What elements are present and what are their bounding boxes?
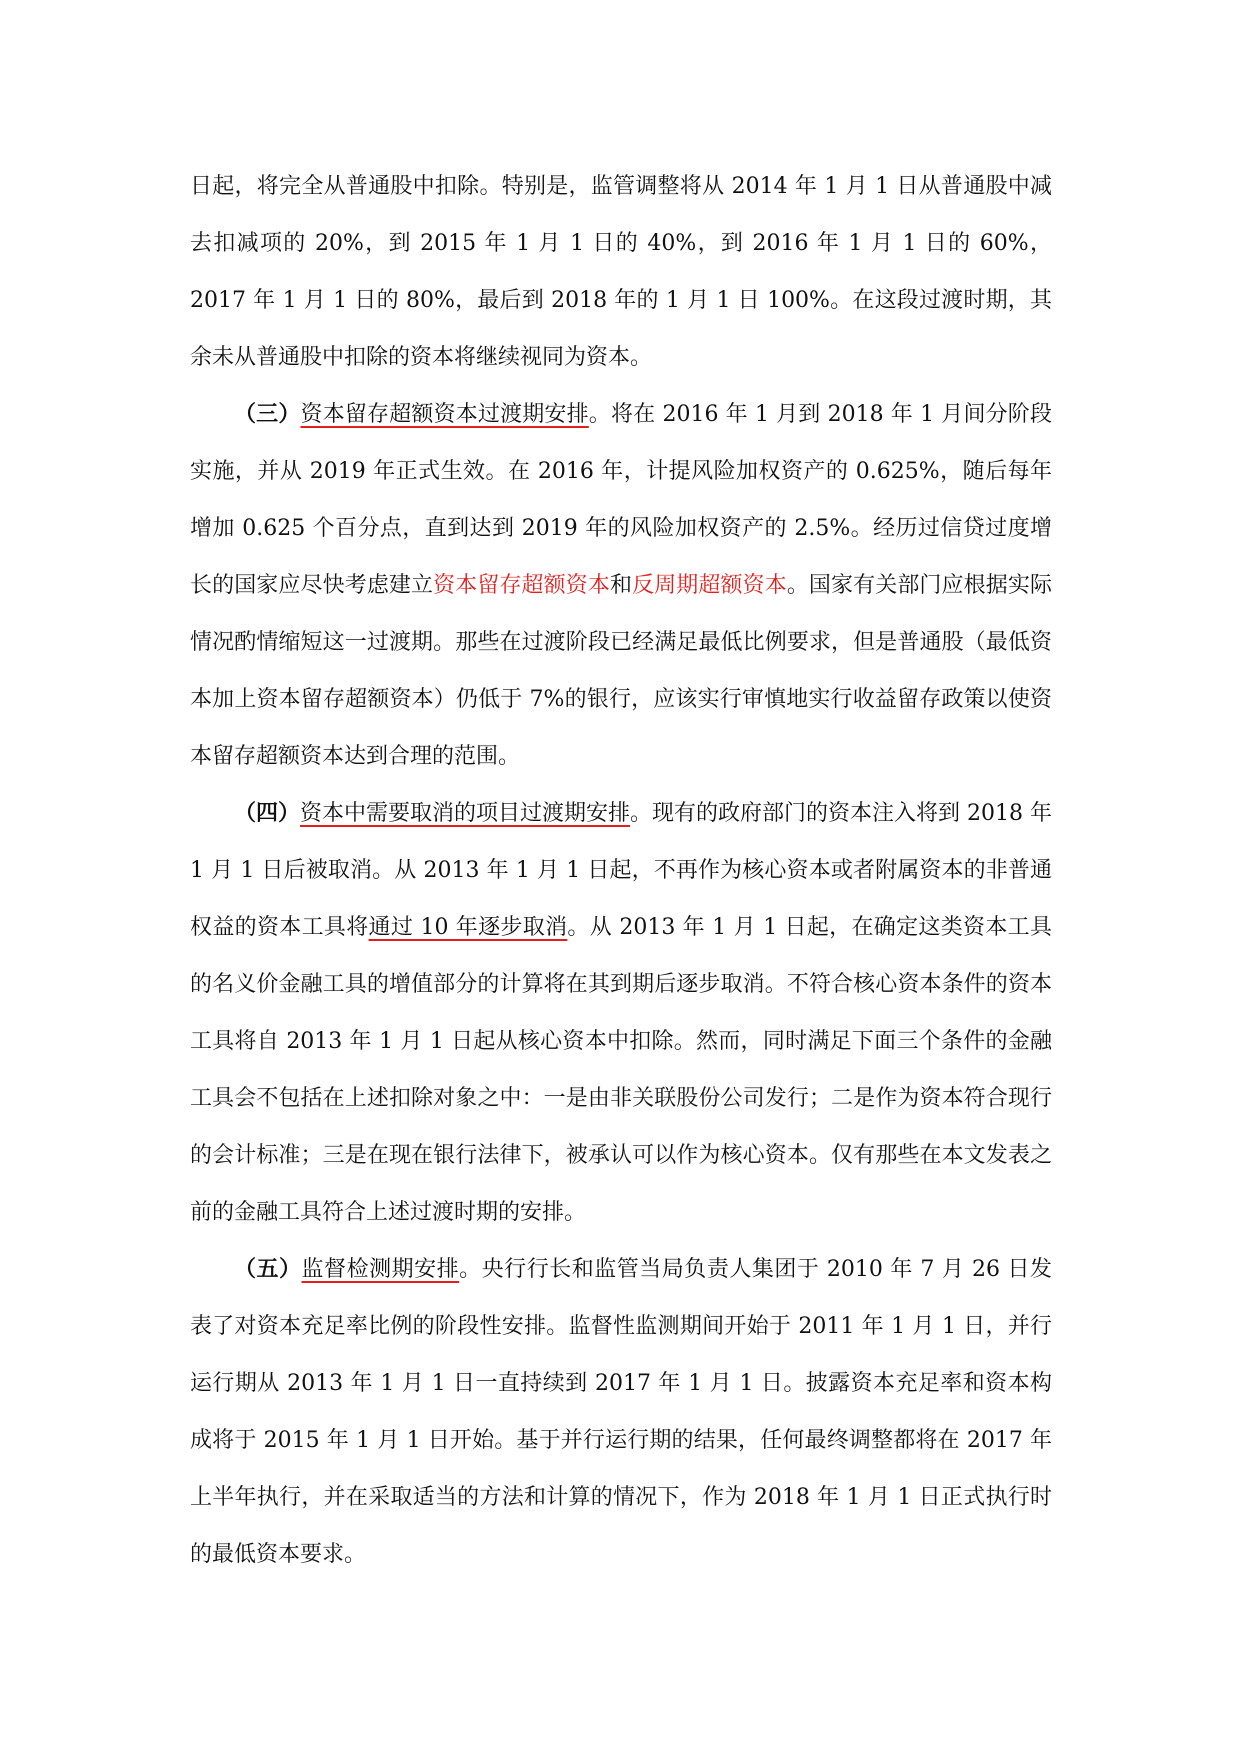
highlighted-term: 反周期超额资本 — [632, 573, 787, 598]
document-body — [190, 158, 1052, 1583]
section-label: （四） — [234, 800, 301, 826]
paragraph-text: 。国家有关部门应根据实际情况酌情缩短这一过渡期。那些在过渡阶段已经满足最低比例要求，但是普通股（最低资本加上资本留存超额资本）仍低于 7%的银行，应该实行审慎地实行收益留存政策以使资本留存超额资本达到合理的范围。 — [190, 573, 1052, 769]
underlined-phrase: 通过 10 年逐步取消 — [368, 915, 568, 940]
section-heading: 监督检测期安排 — [301, 1257, 460, 1282]
paragraph-supervisory-monitoring — [190, 1241, 1052, 1583]
section-label: （三） — [234, 401, 301, 427]
paragraph-text: 。将在 2016 年 1 月到 2018 年 1 月间分阶段实施，并从 2019 年正式生效。在 2016 年，计提风险加权资产的 0.625%，随后每年增加 0.625 个百分点，直到达到 2019 年的风险加权资产的 2.5%。经历过信贷过度增长的国家应尽快考虑建立 — [190, 402, 1052, 598]
paragraph-continuation — [190, 158, 1052, 386]
paragraph-phase-out-items — [190, 785, 1052, 1241]
paragraph-text: 。现有的政府部门的资本注入将到 2018 年 1 月 1 日后被取消。从 2013 年 1 月 1 日起，不再作为核心资本或者附属资本的非普通权益的资本工具将 — [190, 801, 1053, 940]
section-heading: 资本留存超额资本过渡期安排 — [300, 402, 589, 427]
paragraph-text: 。央行行长和监管当局负责人集团于 2010 年 7 月 26 日发表了对资本充足率比例的阶段性安排。监督性监测期间开始于 2011 年 1 月 1 日，并行运行期从 2013 年 1 月 1 日一直持续到 2017 年 1 月 1 日。披露资本充足率和资本构成将于 2015 年 1 月 1 日开始。基于并行运行期的结果，任何最终调整都将在 2017 年上半年执行，并在采取适当的方法和计算的情况下，作为 2018 年 1 月 1 日正式执行时的最低资本要求。 — [190, 1257, 1052, 1567]
section-heading: 资本中需要取消的项目过渡期安排 — [300, 801, 631, 826]
paragraph-text: 。从 2013 年 1 月 1 日起，在确定这类资本工具的名义价金融工具的增值部分的计算将在其到期后逐步取消。不符合核心资本条件的资本工具将自 2013 年 1 月 1 日起从核心资本中扣除。然而，同时满足下面三个条件的金融工具会不包括在上述扣除对象之中：一是由非关联股份公司发行；二是作为资本符合现行的会计标准；三是在现在银行法律下，被承认可以作为核心资本。仅有那些在本文发表之前的金融工具符合上述过渡时期的安排。 — [190, 915, 1052, 1225]
paragraph-text: 和 — [609, 573, 633, 598]
highlighted-term: 资本留存超额资本 — [433, 573, 610, 598]
section-label: （五） — [234, 1256, 302, 1282]
paragraph-capital-conservation-buffer — [190, 386, 1052, 785]
paragraph-text: 日起，将完全从普通股中扣除。特别是，监管调整将从 2014 年 1 月 1 日从普通股中减去扣减项的 20%，到 2015 年 1 月 1 日的 40%，到 2016 年 1 月 1 日的 60%，2017 年 1 月 1 日的 80%，最后到 2018 年的 1 月 1 日 100%。在这段过渡时期，其余未从普通股中扣除的资本将继续视同为资本。 — [190, 174, 1052, 370]
